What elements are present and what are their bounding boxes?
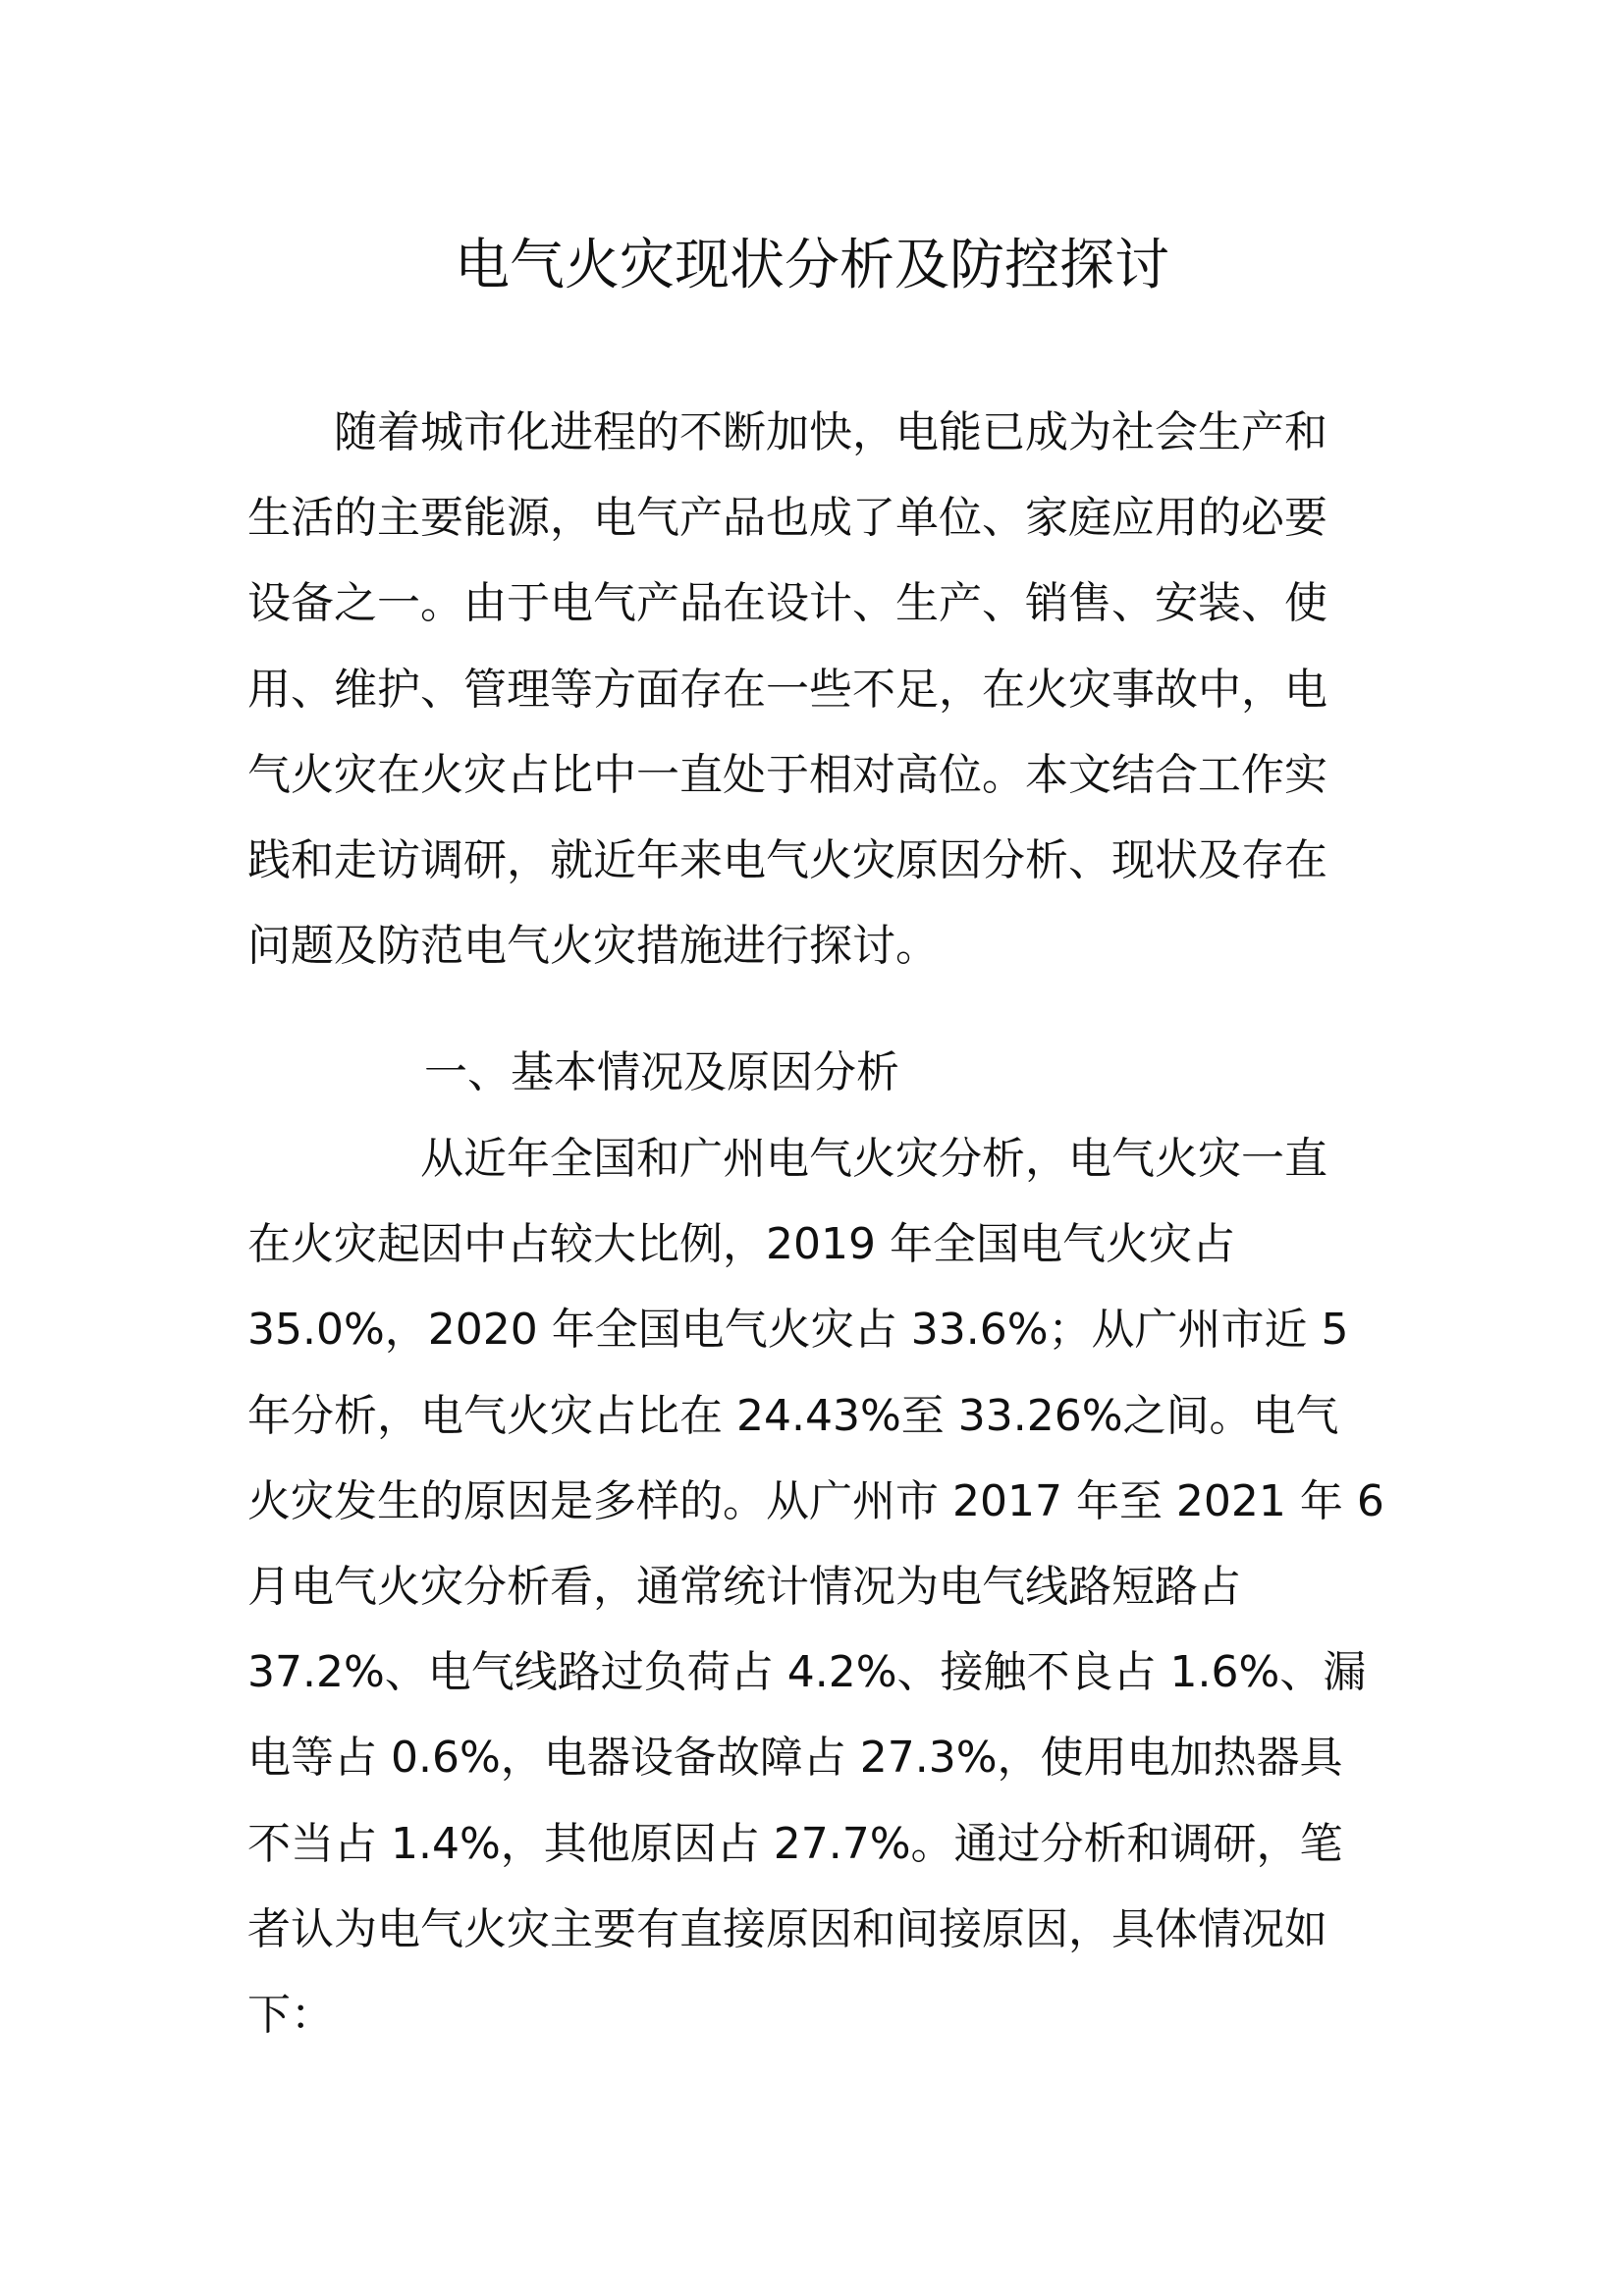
text-line: 设备之一。由于电气产品在设计、生产、销售、安装、使 xyxy=(247,578,1327,629)
text-line: 下： xyxy=(247,1989,334,2040)
text-line: 火灾发生的原因是多样的。从广州市 2017 年至 2021 年 6 xyxy=(247,1475,1384,1526)
text-line: 气火灾在火灾占比中一直处于相对高位。本文结合工作实 xyxy=(247,749,1327,800)
text-line: 不当占 1.4%，其他原因占 27.7%。通过分析和调研，笔 xyxy=(247,1818,1343,1869)
text-line: 从近年全国和广州电气火灾分析，电气火灾一直 xyxy=(247,1134,1327,1184)
text-line: 在火灾起因中占较大比例，2019 年全国电气火灾占 xyxy=(247,1219,1235,1270)
text-line: 者认为电气火灾主要有直接原因和间接原因，具体情况如 xyxy=(247,1903,1327,1954)
document-title: 电气火灾现状分析及防控探讨 xyxy=(455,234,1169,297)
section-heading: 一、基本情况及原因分析 xyxy=(424,1047,899,1097)
analysis-paragraph xyxy=(247,1116,1386,2057)
text-line: 践和走访调研，就近年来电气火灾原因分析、现状及存在 xyxy=(247,834,1327,885)
text-line: 用、维护、管理等方面存在一些不足，在火灾事故中，电 xyxy=(247,664,1327,715)
intro-paragraph xyxy=(247,390,1386,988)
text-line: 年分析，电气火灾占比在 24.43%至 33.26%之间。电气 xyxy=(247,1390,1339,1441)
text-line: 问题及防范电气火灾措施进行探讨。 xyxy=(247,921,939,972)
text-line: 生活的主要能源，电气产品也成了单位、家庭应用的必要 xyxy=(247,493,1327,544)
text-line: 电等占 0.6%，电器设备故障占 27.3%，使用电加热器具 xyxy=(247,1733,1343,1784)
text-line: 随着城市化进程的不断加快，电能已成为社会生产和 xyxy=(247,407,1327,457)
text-line: 37.2%、电气线路过负荷占 4.2%、接触不良占 1.6%、漏 xyxy=(247,1647,1367,1698)
text-line: 35.0%，2020 年全国电气火灾占 33.6%；从广州市近 5 xyxy=(247,1305,1349,1356)
text-line: 月电气火灾分析看，通常统计情况为电气线路短路占 xyxy=(247,1561,1241,1612)
